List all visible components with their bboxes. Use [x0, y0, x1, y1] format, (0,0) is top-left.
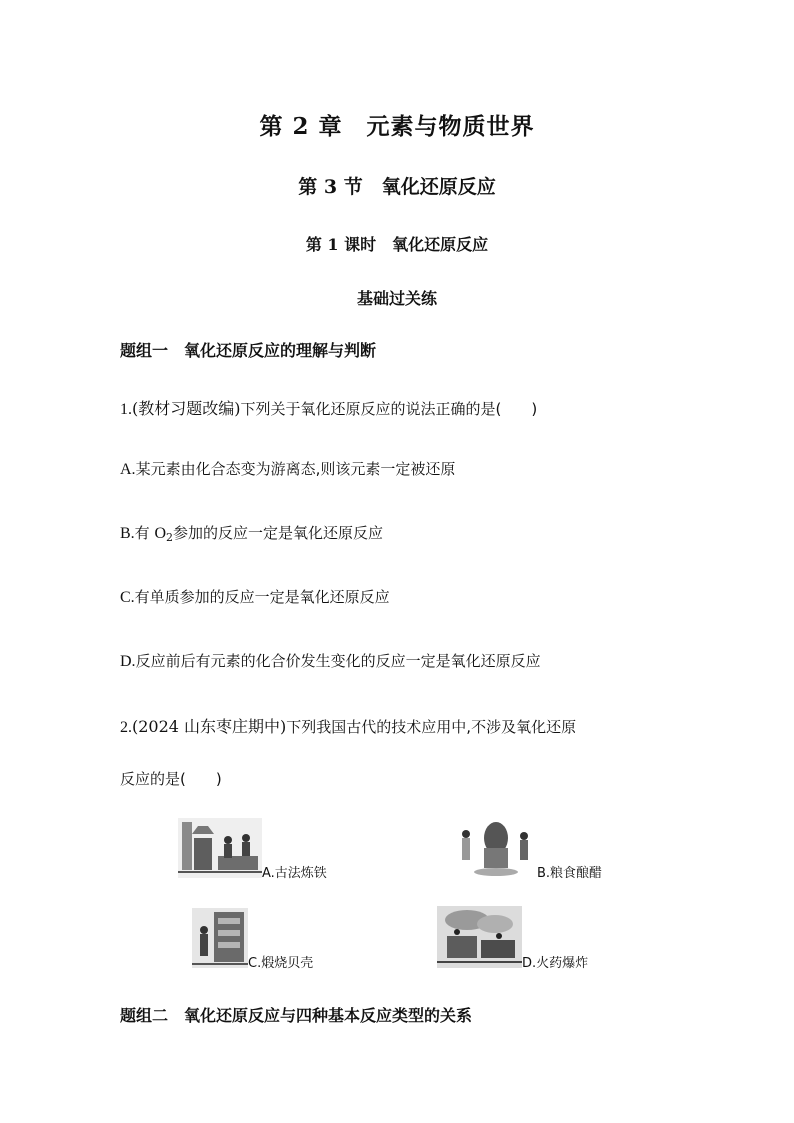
question-stem: 下列关于氧化还原反应的说法正确的是( )	[240, 400, 538, 418]
group2-title: 题组二 氧化还原反应与四种基本反应类型的关系	[120, 1006, 473, 1025]
option-a	[120, 458, 455, 479]
choice-c	[192, 908, 352, 972]
lesson-title: 第 1 课时 氧化还原反应	[305, 235, 489, 254]
question-source: (教材习题改编)	[132, 399, 241, 418]
question-2	[120, 714, 576, 737]
group1-title: 题组一 氧化还原反应的理解与判断	[120, 341, 377, 360]
section-title: 第 3 节 氧化还原反应	[298, 176, 496, 198]
option-d	[120, 650, 541, 671]
option-letter: D.	[120, 653, 136, 670]
vinegar-brewing-illustration	[456, 818, 536, 880]
option-pre: 有	[134, 524, 155, 542]
formula-subscript: 2	[166, 531, 174, 544]
option-text: 反应前后有元素的化合价发生变化的反应一定是氧化还原反应	[135, 652, 541, 670]
question-stem: 下列我国古代的技术应用中,不涉及氧化还原	[286, 718, 577, 736]
choice-label: D.火药爆炸	[522, 956, 589, 971]
choice-label: A.古法炼铁	[262, 866, 327, 881]
option-b	[120, 522, 383, 544]
choice-d	[437, 906, 617, 972]
option-letter: A.	[120, 461, 136, 478]
question-source: (2024 山东枣庄期中)	[132, 717, 287, 736]
shell-calcining-illustration	[192, 908, 248, 968]
formula-o: O	[154, 525, 167, 542]
choice-a	[178, 818, 358, 882]
choice-label: C.煅烧贝壳	[248, 956, 314, 971]
option-c	[120, 586, 390, 607]
option-text: 某元素由化合态变为游离态,则该元素一定被还原	[135, 460, 456, 478]
choice-label: B.粮食酿醋	[537, 866, 603, 881]
exercise-subtitle: 基础过关练	[356, 289, 437, 308]
option-text: 有单质参加的反应一定是氧化还原反应	[134, 588, 390, 606]
question-1	[120, 396, 537, 419]
question-2-line2	[120, 768, 222, 789]
question-number: 2.	[120, 719, 132, 736]
option-letter: B.	[120, 525, 135, 542]
choice-b	[456, 818, 636, 882]
iron-smelting-illustration	[178, 818, 262, 878]
chapter-title: 第 2 章 元素与物质世界	[259, 113, 535, 140]
gunpowder-explosion-illustration	[437, 906, 522, 968]
option-letter: C.	[120, 589, 135, 606]
question-number: 1.	[120, 401, 132, 418]
option-text: 参加的反应一定是氧化还原反应	[173, 524, 384, 542]
question-stem: 反应的是( )	[120, 770, 222, 788]
